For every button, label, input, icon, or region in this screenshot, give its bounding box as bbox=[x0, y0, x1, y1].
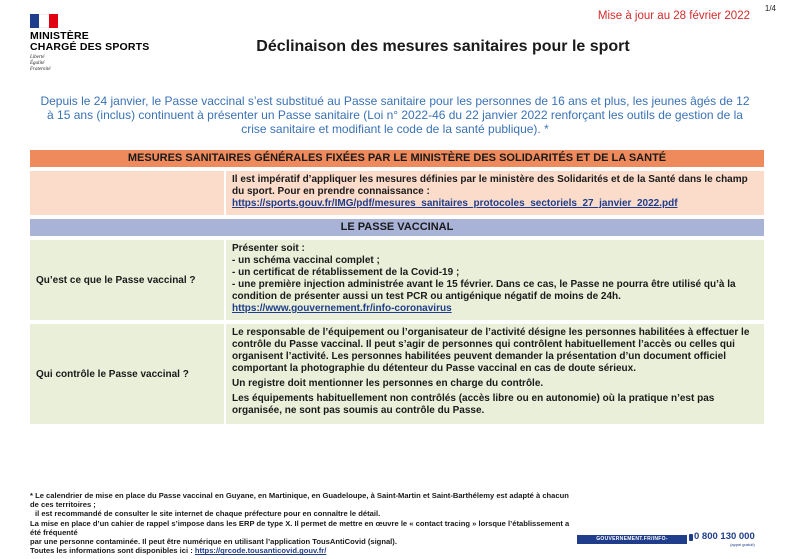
motto-liberte: Liberté bbox=[30, 55, 45, 60]
footnote-line bbox=[30, 546, 570, 555]
what-is-pass-content bbox=[226, 240, 764, 320]
logo-motto bbox=[30, 55, 180, 73]
list-item: - un certificat de rétablissement de la Covid-19 ; bbox=[232, 267, 460, 278]
page-number: 1/4 bbox=[764, 4, 776, 13]
list-item: - une première injection administrée avant le 15 février. Dans ce cas, le Passe ne pourra être utilisé qu’à la condition de présenter aussi un test PCR ou antigénique négatif de moins de 24h. bbox=[232, 279, 736, 302]
list-item: - un schéma vaccinal complet ; bbox=[232, 255, 380, 266]
who-controls-label: Qui contrôle le Passe vaccinal ? bbox=[30, 324, 224, 424]
hotline-number: 0 800 130 000 bbox=[694, 531, 755, 542]
tousanticovid-link[interactable]: https://qrcode.tousanticovid.gouv.fr/ bbox=[194, 546, 327, 556]
intro-text: Depuis le 24 janvier, le Passe vaccinal s’est substitué au Passe sanitaire pour les personnes de 16 ans et plus, les jeunes âgés de 12 à 15 ans (inclus) continuent à présenter un Passe sanitaire (Loi n° 2022-46 du 22 janvier 2022 renforçant les outils de gestion de la crise sanitaire et modifiant le code de la santé publique). * bbox=[40, 94, 750, 136]
what-is-pass-intro: Présenter soit : bbox=[232, 243, 305, 254]
footnote-info-text: Toutes les informations sont disponibles ici : bbox=[30, 546, 193, 556]
pass-vaccinal-header: LE PASSE VACCINAL bbox=[30, 219, 764, 236]
who-controls-p3: Les équipements habituellement non contrôlés (accès libre ou en autonomie) où la pratique n’est pas organisée, ne sont pas soumis au contrôle du Passe. bbox=[232, 393, 715, 416]
motto-egalite: Égalité bbox=[30, 61, 45, 66]
phone-icon bbox=[689, 534, 693, 541]
coronavirus-info-link[interactable]: https://www.gouvernement.fr/info-coronavirus bbox=[232, 303, 452, 314]
gov-info-banner[interactable]: GOUVERNEMENT.FR/INFO-CORONAVIRUS bbox=[577, 535, 687, 544]
general-measures-content bbox=[226, 171, 764, 215]
general-measures-row bbox=[30, 171, 764, 215]
footnote-line: * Le calendrier de mise en place du Passe vaccinal en Guyane, en Martinique, en Guadeloupe, à Saint-Martin et Saint-Barthélemy est adapté à chacun de ces territoires ; bbox=[30, 491, 569, 510]
logo-line1: MINISTÈRE bbox=[30, 30, 89, 42]
protocol-link[interactable]: https://sports.gouv.fr/IMG/pdf/mesures_sanitaires_protocoles_sectoriels_27_janvier_2022.pdf bbox=[232, 198, 678, 209]
who-controls-content bbox=[226, 324, 764, 424]
what-is-pass-row bbox=[30, 240, 764, 320]
logo-line2: CHARGÉ DES SPORTS bbox=[30, 41, 150, 53]
general-measures-header: MESURES SANITAIRES GÉNÉRALES FIXÉES PAR LE MINISTÈRE DES SOLIDARITÉS ET DE LA SANTÉ bbox=[30, 150, 764, 167]
footnote-line: par une personne contaminée. Il peut être numérique en utilisant l’application TousAntiCovid (signal). bbox=[30, 537, 397, 547]
page-title: Déclinaison des mesures sanitaires pour le sport bbox=[256, 38, 630, 55]
what-is-pass-label: Qu’est ce que le Passe vaccinal ? bbox=[30, 240, 224, 320]
general-measures-text: Il est impératif d’appliquer les mesures définies par le ministère des Solidarités et de la Santé dans le champ du sport. Pour en prendre connaissance : bbox=[232, 174, 748, 197]
footnotes bbox=[30, 491, 570, 555]
hotline-note: (appel gratuit) bbox=[730, 542, 755, 547]
footnote-line: La mise en place d’un cahier de rappel s’impose dans les ERP de type X. Il permet de mettre en œuvre le « contact tracing » lorsque l’établissement a été fréquenté bbox=[30, 518, 570, 537]
who-controls-row bbox=[30, 324, 764, 424]
hotline bbox=[694, 532, 755, 547]
footnote-line: il est recommandé de consulter le site internet de chaque préfecture pour en connaître le détail. bbox=[35, 509, 381, 519]
flag-icon bbox=[30, 14, 58, 28]
general-measures-label bbox=[30, 171, 224, 215]
update-date: Mise à jour au 28 février 2022 bbox=[597, 10, 750, 22]
who-controls-p1: Le responsable de l’équipement ou l’organisateur de l’activité désigne les personnes habilitées à effectuer le contrôle du Passe vaccinal. Il peut s’agir de personnes qui contrôlent habituellement l’accès ou celles qui organisent l’activité. Les personnes habilitées peuvent demander la présentation d’un document officiel comportant la photographie du détenteur du Passe vaccinal en cas de doute sérieux. bbox=[232, 327, 750, 374]
motto-fraternite: Fraternité bbox=[30, 67, 51, 72]
who-controls-p2: Un registre doit mentionner les personnes en charge du contrôle. bbox=[232, 378, 544, 389]
